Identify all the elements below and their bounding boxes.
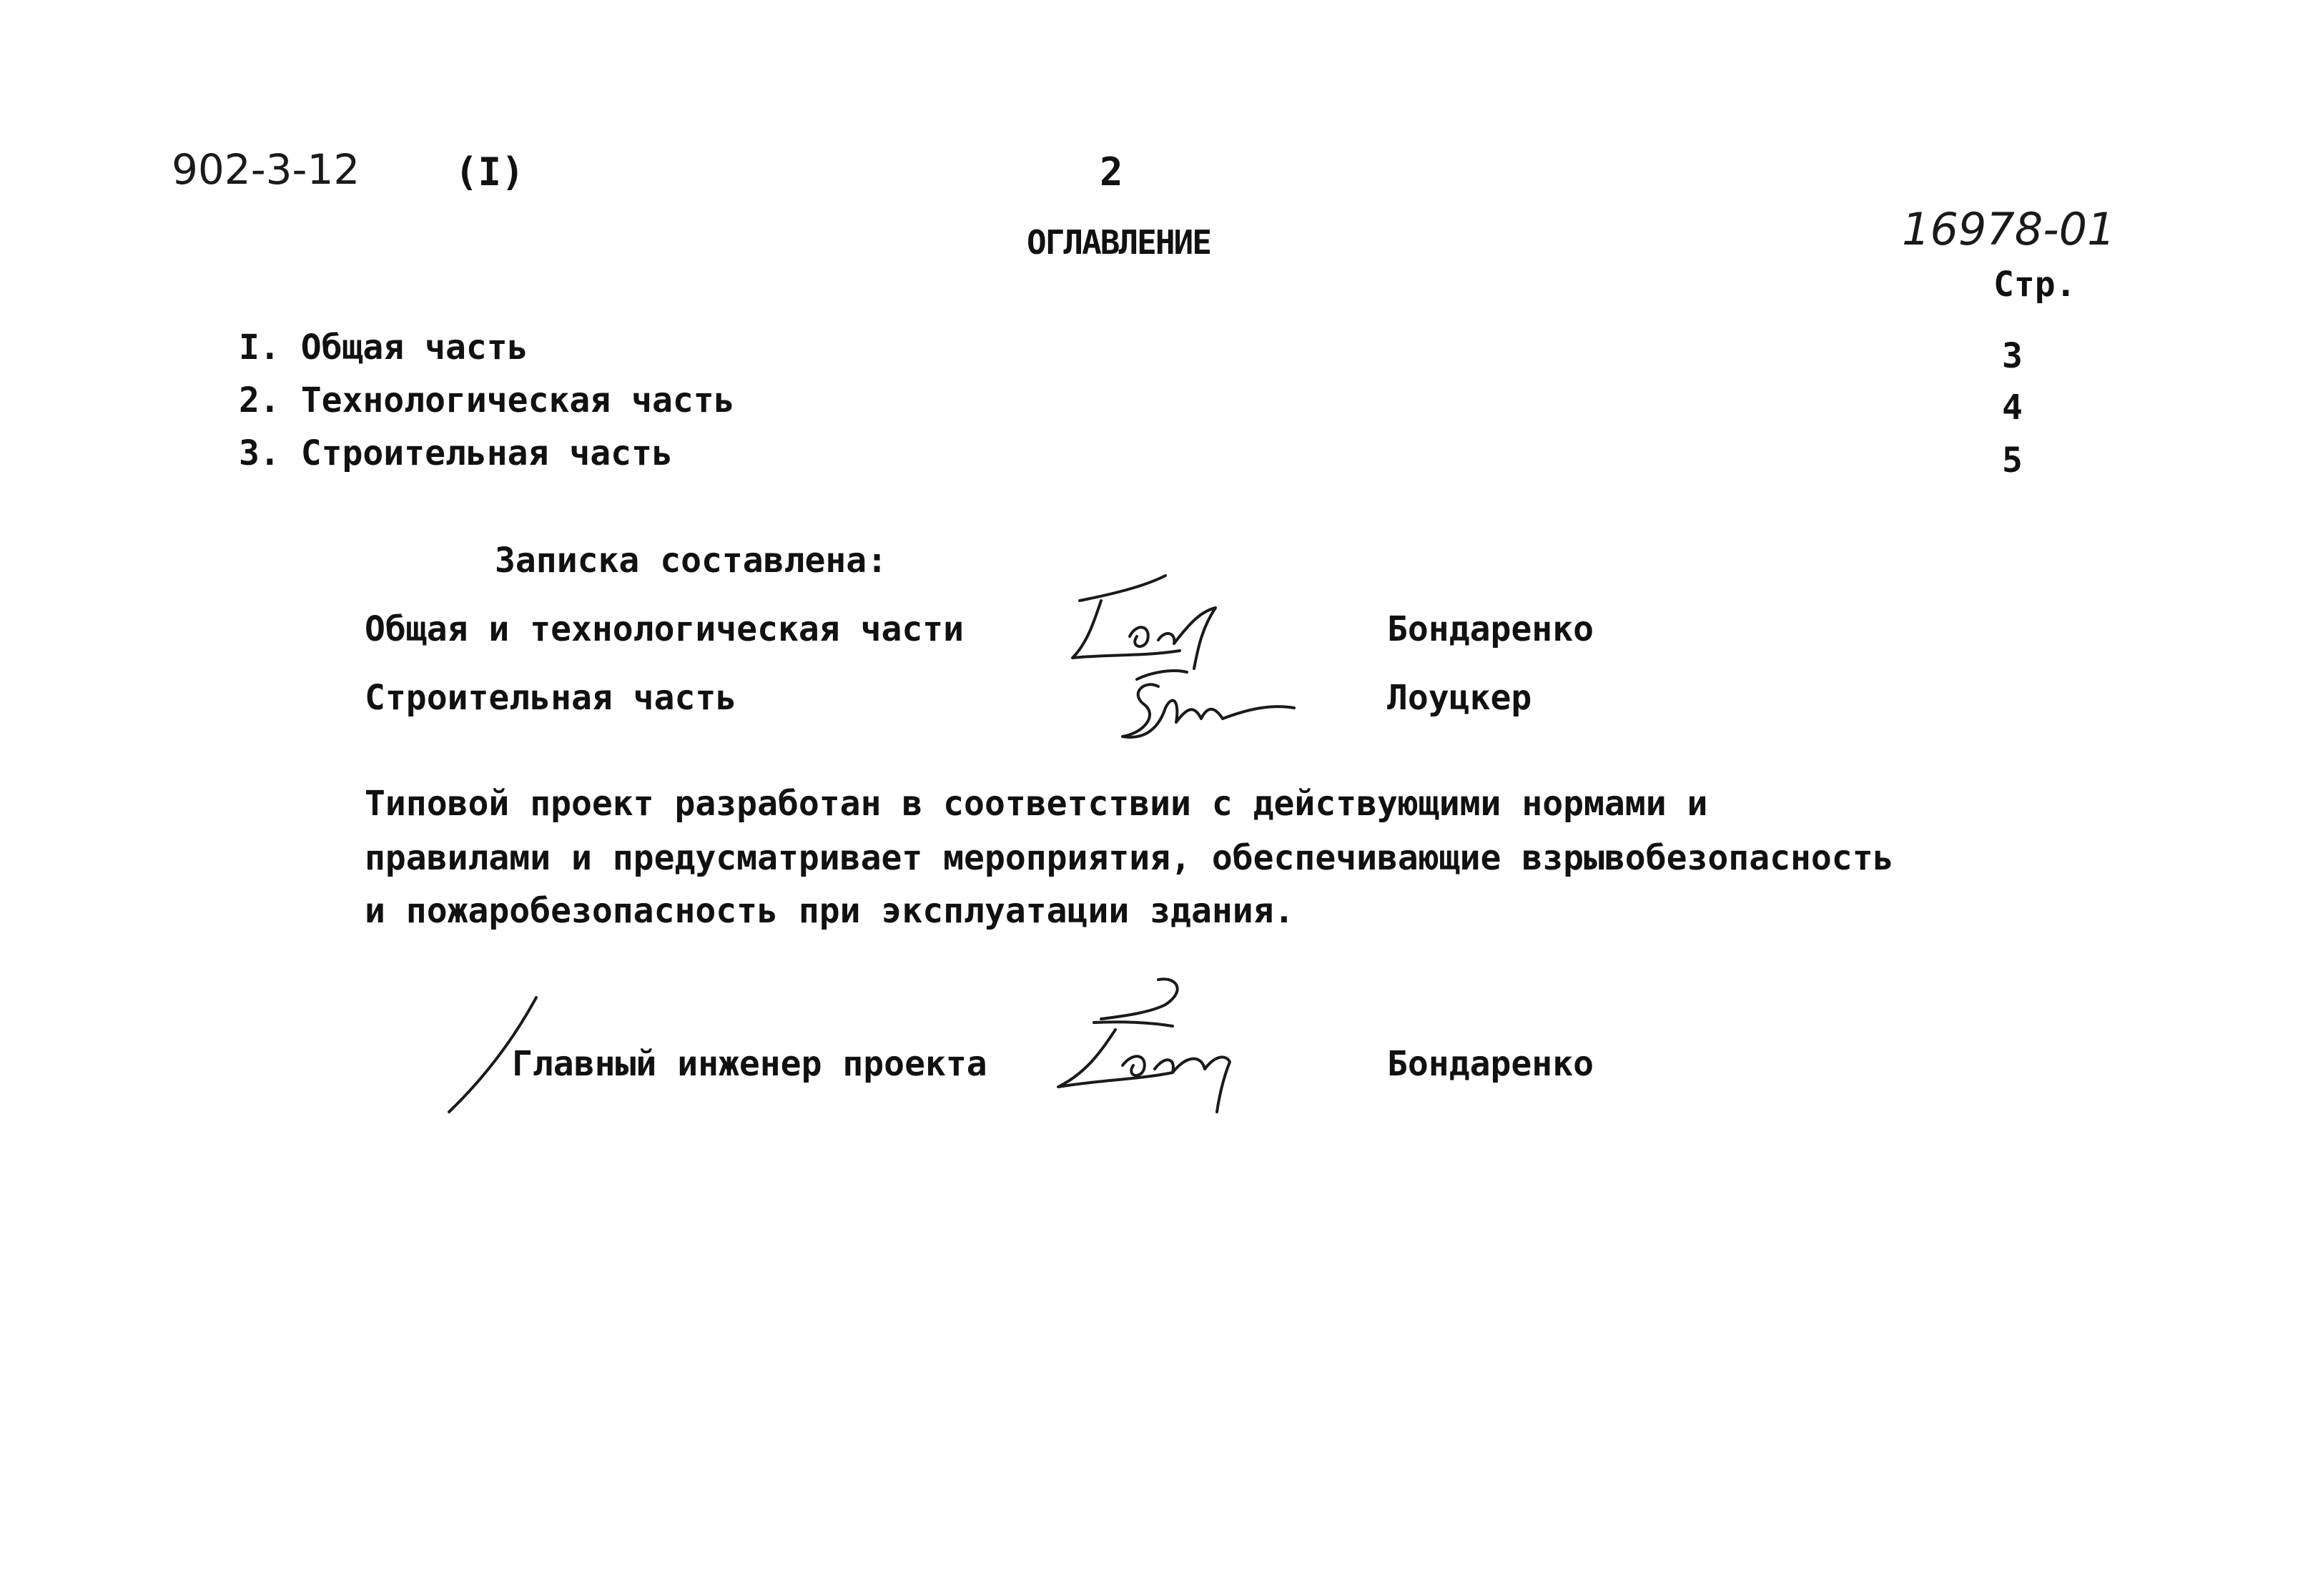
chief-engineer-name: Бондаренко [1387,1044,1594,1084]
volume-label: (I) [455,149,525,194]
signature-3 [1051,972,1266,1115]
author-1-role: Общая и технологическая части [365,609,965,649]
toc-item-2-page: 4 [2002,388,2023,428]
toc-item-1-label: I. Общая часть [239,327,528,368]
statement-line-3: и пожаробезопасность при эксплуатации здания. [365,891,1295,931]
statement-line-1: Типовой проект разработан в соответствии с действующими нормами и [365,784,1708,824]
toc-title: ОГЛАВЛЕНИЕ [1027,223,1210,262]
toc-item-2-label: 2. Технологическая часть [239,380,735,420]
authors-heading: Записка составлена: [495,541,888,581]
statement-line-2: правилами и предусматривает мероприятия, обеспечивающие взрывобезопасность [365,838,1894,878]
signature-1 [1051,572,1251,672]
author-2-role: Строительная часть [365,678,737,718]
page-number: 2 [1100,149,1123,194]
signature-2 [1115,665,1301,751]
author-1-name: Бондаренко [1387,609,1594,649]
toc-item-3-label: 3. Строительная часть [239,433,673,473]
archive-number: 16978-01 [1902,203,2116,255]
toc-page-column-label: Стр. [1993,265,2076,305]
doc-code: 902-3-12 [172,145,360,194]
toc-item-1-page: 3 [2002,336,2023,376]
chief-engineer-role: Главный инженер проекта [512,1044,987,1084]
author-2-name: Лоуцкер [1387,678,1532,718]
toc-item-3-page: 5 [2002,440,2023,481]
